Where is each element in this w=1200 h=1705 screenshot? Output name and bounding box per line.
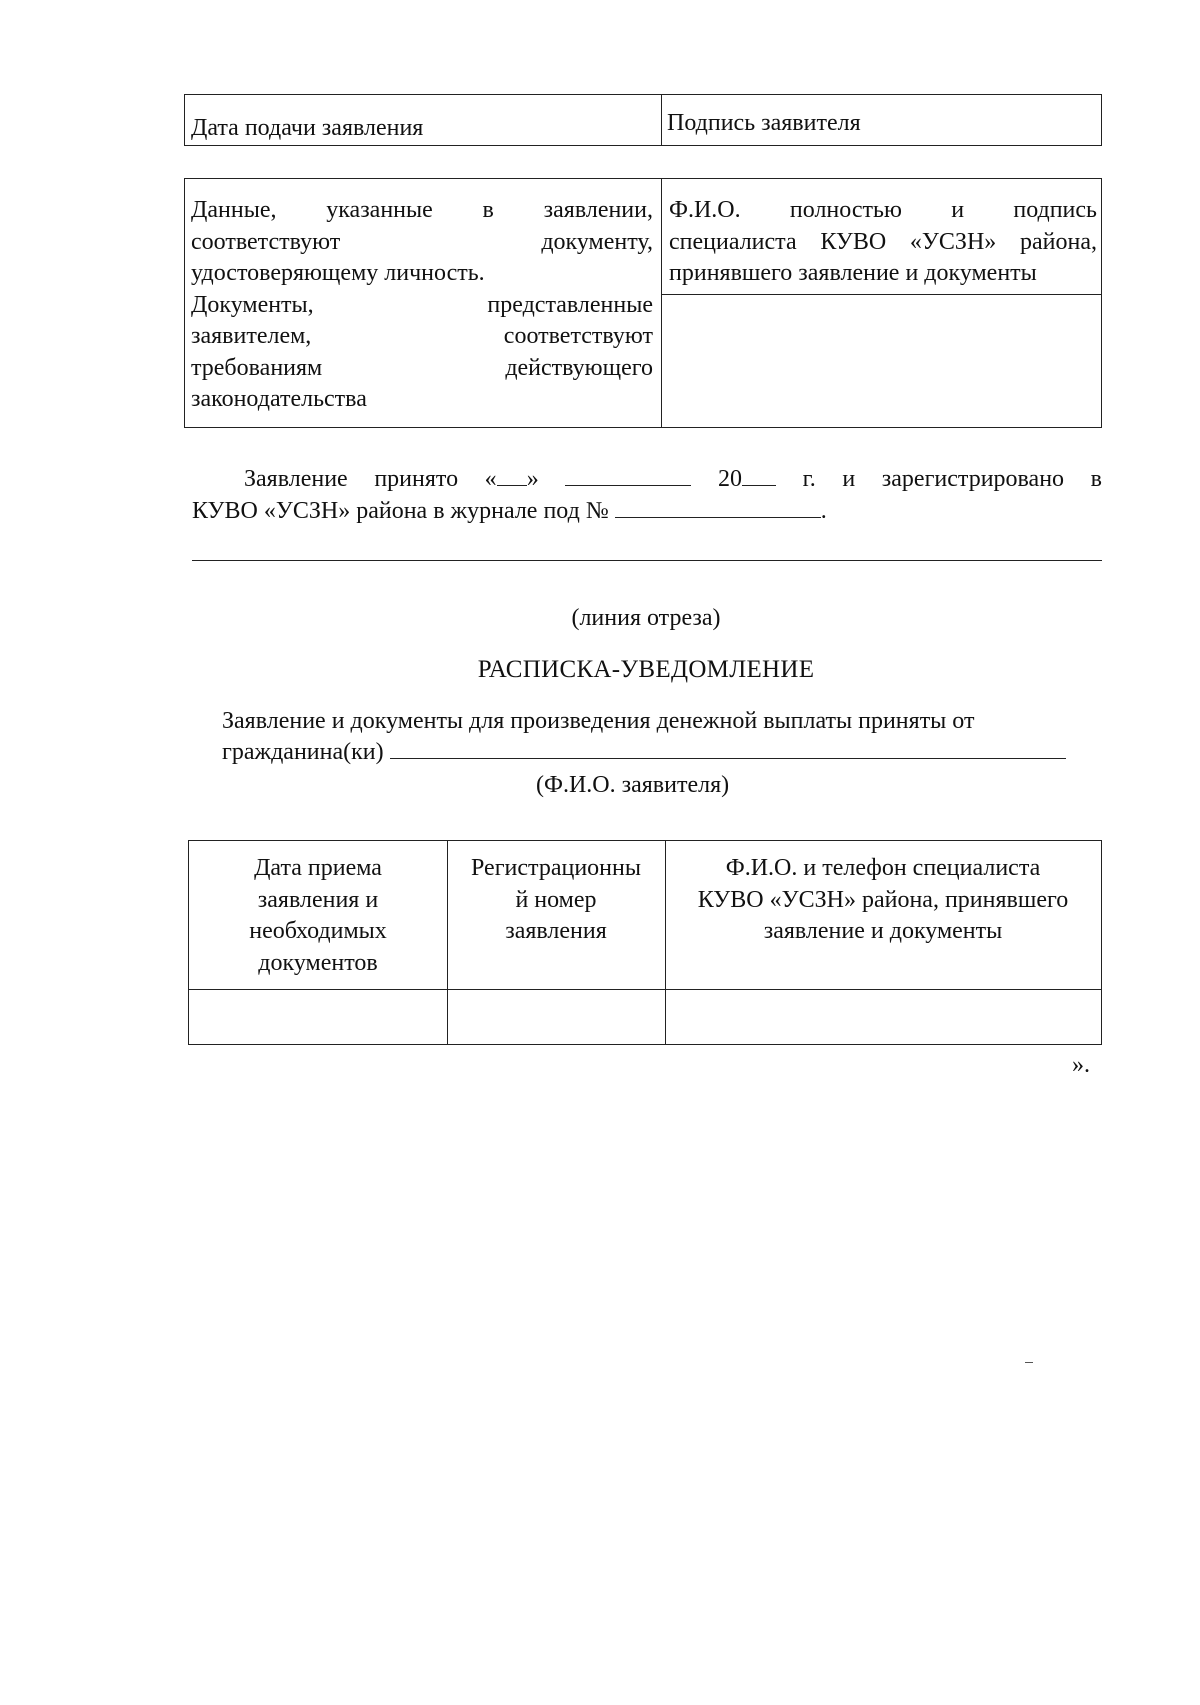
journal-number-blank — [615, 497, 821, 518]
day-blank — [497, 465, 527, 486]
statement-line: требованиям действующего — [191, 354, 653, 381]
citizen-label: гражданина(ки) — [222, 739, 384, 765]
acceptance-line-1 — [192, 463, 1102, 495]
receipt-line-1: Заявление и документы для произведения денежной выплаты приняты от — [222, 708, 975, 734]
statement-line: заявителем, соответствуют — [191, 323, 653, 349]
submission-table — [184, 94, 1102, 146]
closing-quote: ». — [1072, 1052, 1090, 1078]
acceptance-text: КУВО «УСЗН» района в журнале под № — [192, 498, 609, 524]
specialist-header — [669, 195, 1097, 290]
acceptance-text: г. и зарегистрировано в — [802, 466, 1102, 492]
header-acceptance-date: Дата приема заявления и необходимых документов — [249, 855, 387, 976]
applicant-signature-label: Подпись заявителя — [667, 110, 861, 136]
statement-line: законодательства — [191, 386, 367, 412]
acceptance-text: Заявление принято « — [244, 466, 497, 492]
cut-line-label: (линия отреза) — [571, 605, 721, 631]
verification-table — [184, 178, 1102, 428]
statement-line: Данные, указанные в заявлении, — [191, 197, 653, 223]
acceptance-paragraph — [192, 463, 1102, 527]
statement-line: соответствуют документу, — [191, 228, 653, 255]
acceptance-text: » — [526, 466, 539, 492]
month-blank — [565, 465, 691, 486]
acceptance-period: . — [820, 498, 827, 524]
statement-line: удостоверяющему личность. — [191, 260, 485, 286]
receipt-title: РАСПИСКА-УВЕДОМЛЕНИЕ — [477, 656, 815, 683]
specialist-line: Ф.И.О. полностью и подпись — [669, 197, 1097, 223]
cut-line — [192, 560, 1102, 561]
table-row-divider — [661, 294, 1101, 295]
acceptance-line-2 — [192, 495, 1102, 527]
table-divider — [661, 179, 662, 427]
applicant-name-caption: (Ф.И.О. заявителя) — [536, 772, 730, 798]
header-registration-number: Регистрационны й номер заявления — [471, 855, 641, 944]
table-divider — [661, 95, 662, 145]
specialist-line: принявшего заявление и документы — [669, 260, 1037, 286]
receipt-line-2 — [222, 737, 1102, 768]
statement-line: Документы, представленные — [191, 291, 653, 318]
submission-date-label: Дата подачи заявления — [191, 115, 424, 141]
header-specialist: Ф.И.О. и телефон специалиста КУВО «УСЗН» района, принявшего заявление и документы — [697, 855, 1069, 944]
page-mark — [1025, 1362, 1033, 1363]
year-prefix: 20 — [717, 466, 742, 492]
receipt-paragraph — [222, 706, 1102, 768]
applicant-name-blank — [390, 738, 1066, 759]
verification-statement — [191, 195, 653, 416]
year-blank — [742, 465, 776, 486]
table-row-divider — [189, 989, 1101, 990]
receipt-table — [188, 840, 1102, 1045]
specialist-line: специалиста КУВО «УСЗН» района, — [669, 228, 1097, 255]
